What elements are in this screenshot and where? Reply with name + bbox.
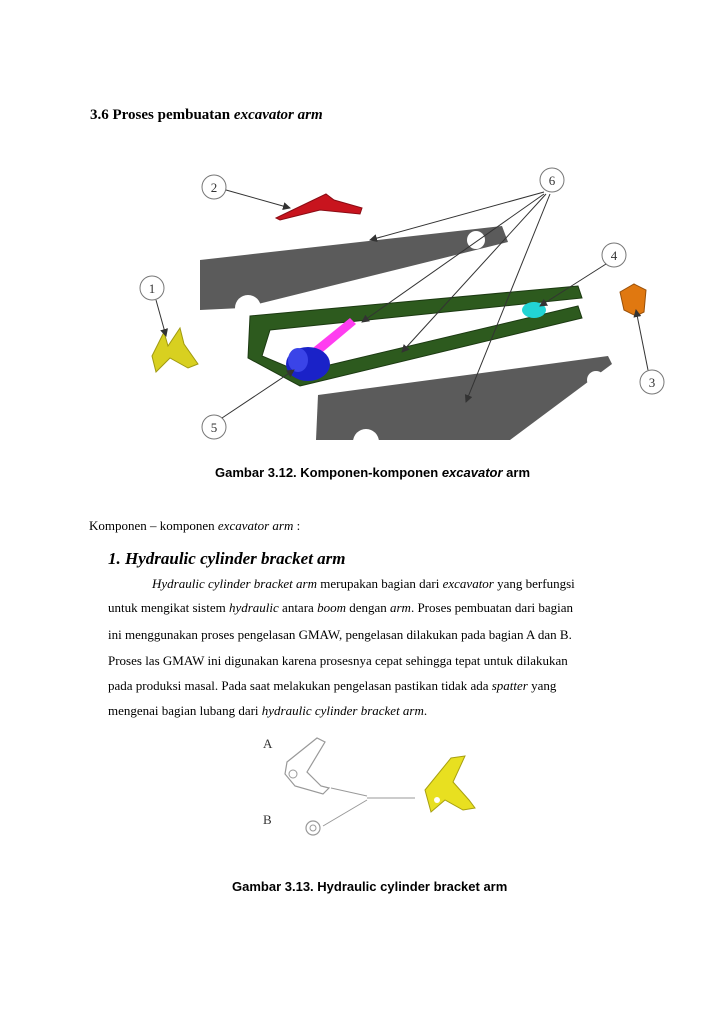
lower-plate-hole: [587, 371, 605, 389]
bracket-part-2: [276, 194, 362, 220]
text: yang: [527, 678, 557, 693]
paragraph-line-5: [108, 678, 556, 694]
intro-italic: excavator arm: [217, 518, 294, 533]
figure-1-caption: [215, 465, 530, 480]
text-italic: hydraulic cylinder bracket arm: [261, 703, 424, 718]
caption-suffix: arm: [502, 465, 531, 480]
text: . Proses pembuatan dari bagian: [410, 600, 574, 615]
text: mengenai bagian lubang dari: [108, 703, 262, 718]
text-italic: Hydraulic cylinder bracket arm: [152, 576, 317, 591]
label-a: A: [263, 736, 273, 751]
figure-bracket-arm: [255, 730, 495, 850]
item-heading: 1. Hydraulic cylinder bracket arm: [108, 549, 346, 568]
caption-italic: excavator: [441, 465, 503, 480]
text: dengan: [345, 600, 390, 615]
text-italic: excavator: [442, 576, 494, 591]
components-intro: [89, 518, 300, 534]
callout-label-4: 4: [610, 248, 618, 263]
figure-2-caption: Gambar 3.13. Hydraulic cylinder bracket arm: [232, 879, 508, 894]
callout-label-5: 5: [210, 420, 218, 435]
hydraulic-bracket-part-1: [152, 328, 198, 372]
lower-plate-pivot-hole: [353, 429, 379, 455]
text-italic: hydraulic: [228, 600, 279, 615]
paragraph-line-2: [108, 600, 573, 616]
text: untuk mengikat sistem: [108, 600, 229, 615]
bracket-assembled: [425, 756, 475, 812]
text: .: [423, 703, 428, 718]
block-part-3: [620, 284, 646, 316]
text: yang berfungsi: [493, 576, 575, 591]
text: merupakan bagian dari: [316, 576, 443, 591]
figure-excavator-arm-exploded: [130, 160, 680, 455]
label-b: B: [263, 812, 272, 827]
paragraph-line-6: [108, 703, 427, 719]
intro-suffix: :: [293, 518, 301, 533]
callout-label-6: 6: [548, 173, 556, 188]
callout-label-3: 3: [648, 375, 656, 390]
section-title-italic: excavator arm: [233, 107, 323, 123]
text-italic: spatter: [491, 678, 528, 693]
paragraph-line-1: [152, 576, 575, 592]
callout-label-1: 1: [148, 281, 156, 296]
bracket-part-a: [285, 738, 329, 794]
bushing-part-b: [306, 821, 320, 835]
paragraph-line-3: ini menggunakan proses pengelasan GMAW, pengelasan dilakukan pada bagian A dan B.: [108, 627, 572, 642]
intro-text: Komponen – komponen: [89, 518, 218, 533]
text-italic: arm: [390, 600, 411, 615]
text-italic: boom: [317, 600, 346, 615]
section-heading: [90, 107, 323, 124]
caption-text: Gambar 3.12. Komponen-komponen: [215, 465, 442, 480]
text: antara: [278, 600, 318, 615]
text: pada produksi masal. Pada saat melakukan pengelasan pastikan tidak ada: [108, 678, 492, 693]
paragraph-line-4: Proses las GMAW ini digunakan karena prosesnya cepat sehingga tepat untuk dilakukan: [108, 653, 568, 668]
callout-label-2: 2: [210, 180, 218, 195]
section-number-title: 3.6 Proses pembuatan: [90, 107, 234, 123]
